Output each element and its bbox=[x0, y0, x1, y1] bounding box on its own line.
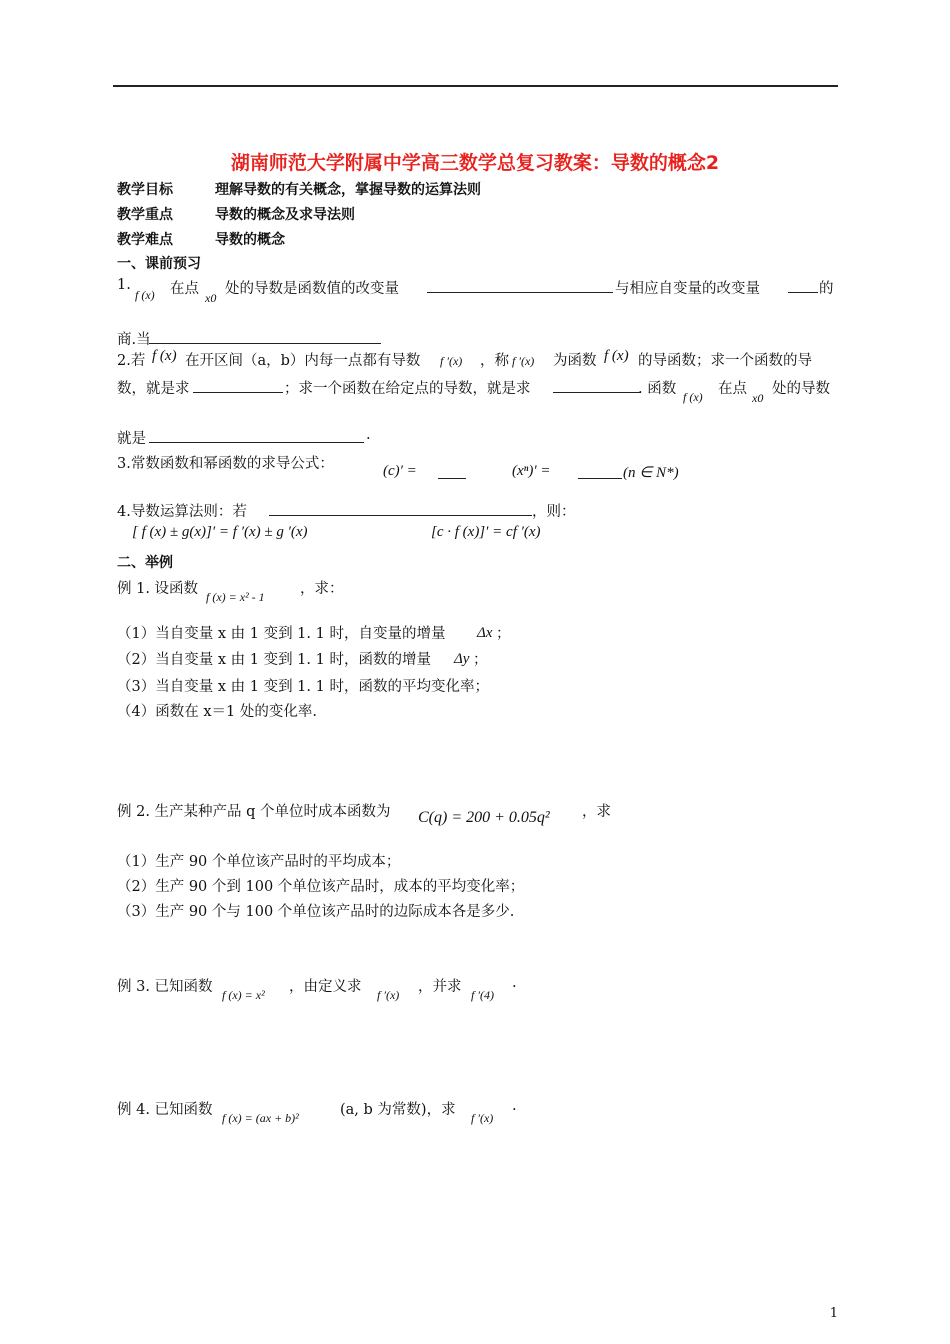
ex2-function: C(q) = 200 + 0.05q² bbox=[418, 809, 550, 826]
ex2-item-2: （2）生产 90 个到 100 个单位该产品时，成本的平均变化率； bbox=[117, 879, 525, 895]
q3-formula-const: (c)′ = bbox=[383, 463, 417, 479]
section2-heading: 二、举例 bbox=[117, 555, 173, 571]
q1-blank-1[interactable] bbox=[427, 280, 613, 293]
q1-text-b: 与相应自变量的改变量 bbox=[615, 281, 760, 297]
q1-x0: x0 bbox=[205, 291, 217, 305]
difficulty-text: 导数的概念 bbox=[215, 232, 285, 248]
q1-text-c: 的 bbox=[819, 281, 834, 297]
ex4-derivative: f ′(x) bbox=[471, 1111, 494, 1125]
difficulty-label: 教学难点 bbox=[117, 232, 173, 248]
goal-label: 教学目标 bbox=[117, 182, 173, 198]
q3-blank-1[interactable] bbox=[438, 466, 466, 479]
q4-end: ，则： bbox=[532, 504, 576, 520]
q1-blank-3[interactable] bbox=[149, 331, 381, 344]
ex1-ask: ，求： bbox=[300, 581, 344, 597]
q2-fpx-2: f ′(x) bbox=[512, 354, 535, 368]
q3-text: 3.常数函数和幂函数的求导公式： bbox=[117, 456, 334, 472]
page-number: 1 bbox=[829, 1306, 838, 1321]
q2-blank-1[interactable] bbox=[193, 380, 283, 393]
ex1-item-4: （4）函数在 x＝1 处的变化率. bbox=[117, 704, 317, 720]
ex4-intro: 例 4. 已知函数 bbox=[117, 1102, 213, 1118]
q1-text-a: 处的导数是函数值的改变量 bbox=[225, 281, 399, 297]
ex2-item-1: （1）生产 90 个单位该产品时的平均成本； bbox=[117, 854, 401, 870]
ex3-function: f (x) = x² bbox=[222, 988, 265, 1002]
section1-heading: 一、课前预习 bbox=[117, 256, 201, 272]
ex2-ask: ，求 bbox=[582, 804, 611, 820]
ex4-period: . bbox=[512, 1098, 517, 1114]
goal-text: 理解导数的有关概念，掌握导数的运算法则 bbox=[215, 182, 481, 198]
q4-text: 4.导数运算法则：若 bbox=[117, 504, 247, 520]
ex1-dx: Δx bbox=[477, 625, 493, 641]
q2-line2-d: 在点 bbox=[718, 381, 747, 397]
q3-condition: (n ∈ N*) bbox=[623, 465, 679, 481]
q3-formula-power: (xⁿ)′ = bbox=[512, 463, 551, 479]
q4-blank[interactable] bbox=[269, 503, 532, 516]
q2-line3-a: 就是 bbox=[117, 431, 146, 447]
ex3-text-c: ，并求 bbox=[418, 979, 462, 995]
ex2-intro: 例 2. 生产某种产品 q 个单位时成本函数为 bbox=[117, 804, 391, 820]
header-rule bbox=[113, 85, 838, 87]
q1-number: 1. bbox=[117, 277, 131, 293]
ex4-text-b: (a, b 为常数)，求 bbox=[340, 1102, 456, 1118]
ex1-semicolon-1: ； bbox=[496, 626, 511, 642]
ex1-item-1: （1）当自变量 x 由 1 变到 1. 1 时，自变量的增量 bbox=[117, 626, 446, 642]
ex1-semicolon-2: ； bbox=[473, 652, 488, 668]
q1-blank-2[interactable] bbox=[788, 280, 818, 293]
q4-constant-rule: [c · f (x)]′ = cf ′(x) bbox=[431, 524, 541, 540]
q2-text-d: 为函数 bbox=[553, 353, 597, 369]
q4-sum-rule: [ f (x) ± g(x)]′ = f ′(x) ± g ′(x) bbox=[132, 524, 308, 540]
q2-line2-e: 处的导数 bbox=[772, 381, 830, 397]
q1-fx: f (x) bbox=[135, 288, 155, 302]
focus-label: 教学重点 bbox=[117, 207, 173, 223]
q2-fx-2: f (x) bbox=[604, 348, 629, 364]
q2-line2-a: 数，就是求 bbox=[117, 381, 190, 397]
q3-blank-2[interactable] bbox=[578, 466, 622, 479]
ex1-item-2: （2）当自变量 x 由 1 变到 1. 1 时，函数的增量 bbox=[117, 652, 431, 668]
page-title: 湖南师范大学附属中学高三数学总复习教案：导数的概念2 bbox=[230, 152, 720, 174]
focus-text: 导数的概念及求导法则 bbox=[215, 207, 355, 223]
q2-line2-b: ；求一个函数在给定点的导数，就是求 bbox=[284, 381, 531, 397]
q2-text-b: 在开区间（a，b）内每一点都有导数 bbox=[185, 353, 421, 369]
ex4-function: f (x) = (ax + b)² bbox=[222, 1111, 299, 1125]
ex1-dy: Δy bbox=[454, 651, 470, 667]
q1-at: 在点 bbox=[170, 281, 199, 297]
q2-text-e: 的导函数；求一个函数的导 bbox=[638, 353, 812, 369]
q2-blank-2[interactable] bbox=[553, 380, 641, 393]
ex3-derivative-at-4: f ′(4) bbox=[471, 988, 494, 1002]
ex3-period: . bbox=[512, 975, 517, 991]
q2-text-c: ，称 bbox=[480, 353, 509, 369]
ex3-text-b: ，由定义求 bbox=[289, 979, 362, 995]
q2-x0: x0 bbox=[752, 391, 764, 405]
ex3-derivative: f ′(x) bbox=[377, 988, 400, 1002]
q2-line3-b: . bbox=[366, 427, 371, 443]
q2-start: 2.若 bbox=[117, 353, 146, 369]
q2-blank-3[interactable] bbox=[149, 430, 364, 443]
ex3-intro: 例 3. 已知函数 bbox=[117, 979, 213, 995]
q1-text-d: 商.当 bbox=[117, 332, 151, 348]
q2-fx: f (x) bbox=[152, 348, 177, 364]
q2-line2-c: . 函数 bbox=[638, 381, 677, 397]
ex2-item-3: （3）生产 90 个与 100 个单位该产品时的边际成本各是多少. bbox=[117, 904, 515, 920]
ex1-item-3: （3）当自变量 x 由 1 变到 1. 1 时，函数的平均变化率； bbox=[117, 679, 489, 695]
ex1-function: f (x) = x² - 1 bbox=[206, 590, 265, 604]
ex1-intro: 例 1. 设函数 bbox=[117, 581, 199, 597]
q2-fpx: f ′(x) bbox=[440, 354, 463, 368]
q2-fx-3: f (x) bbox=[683, 390, 703, 404]
